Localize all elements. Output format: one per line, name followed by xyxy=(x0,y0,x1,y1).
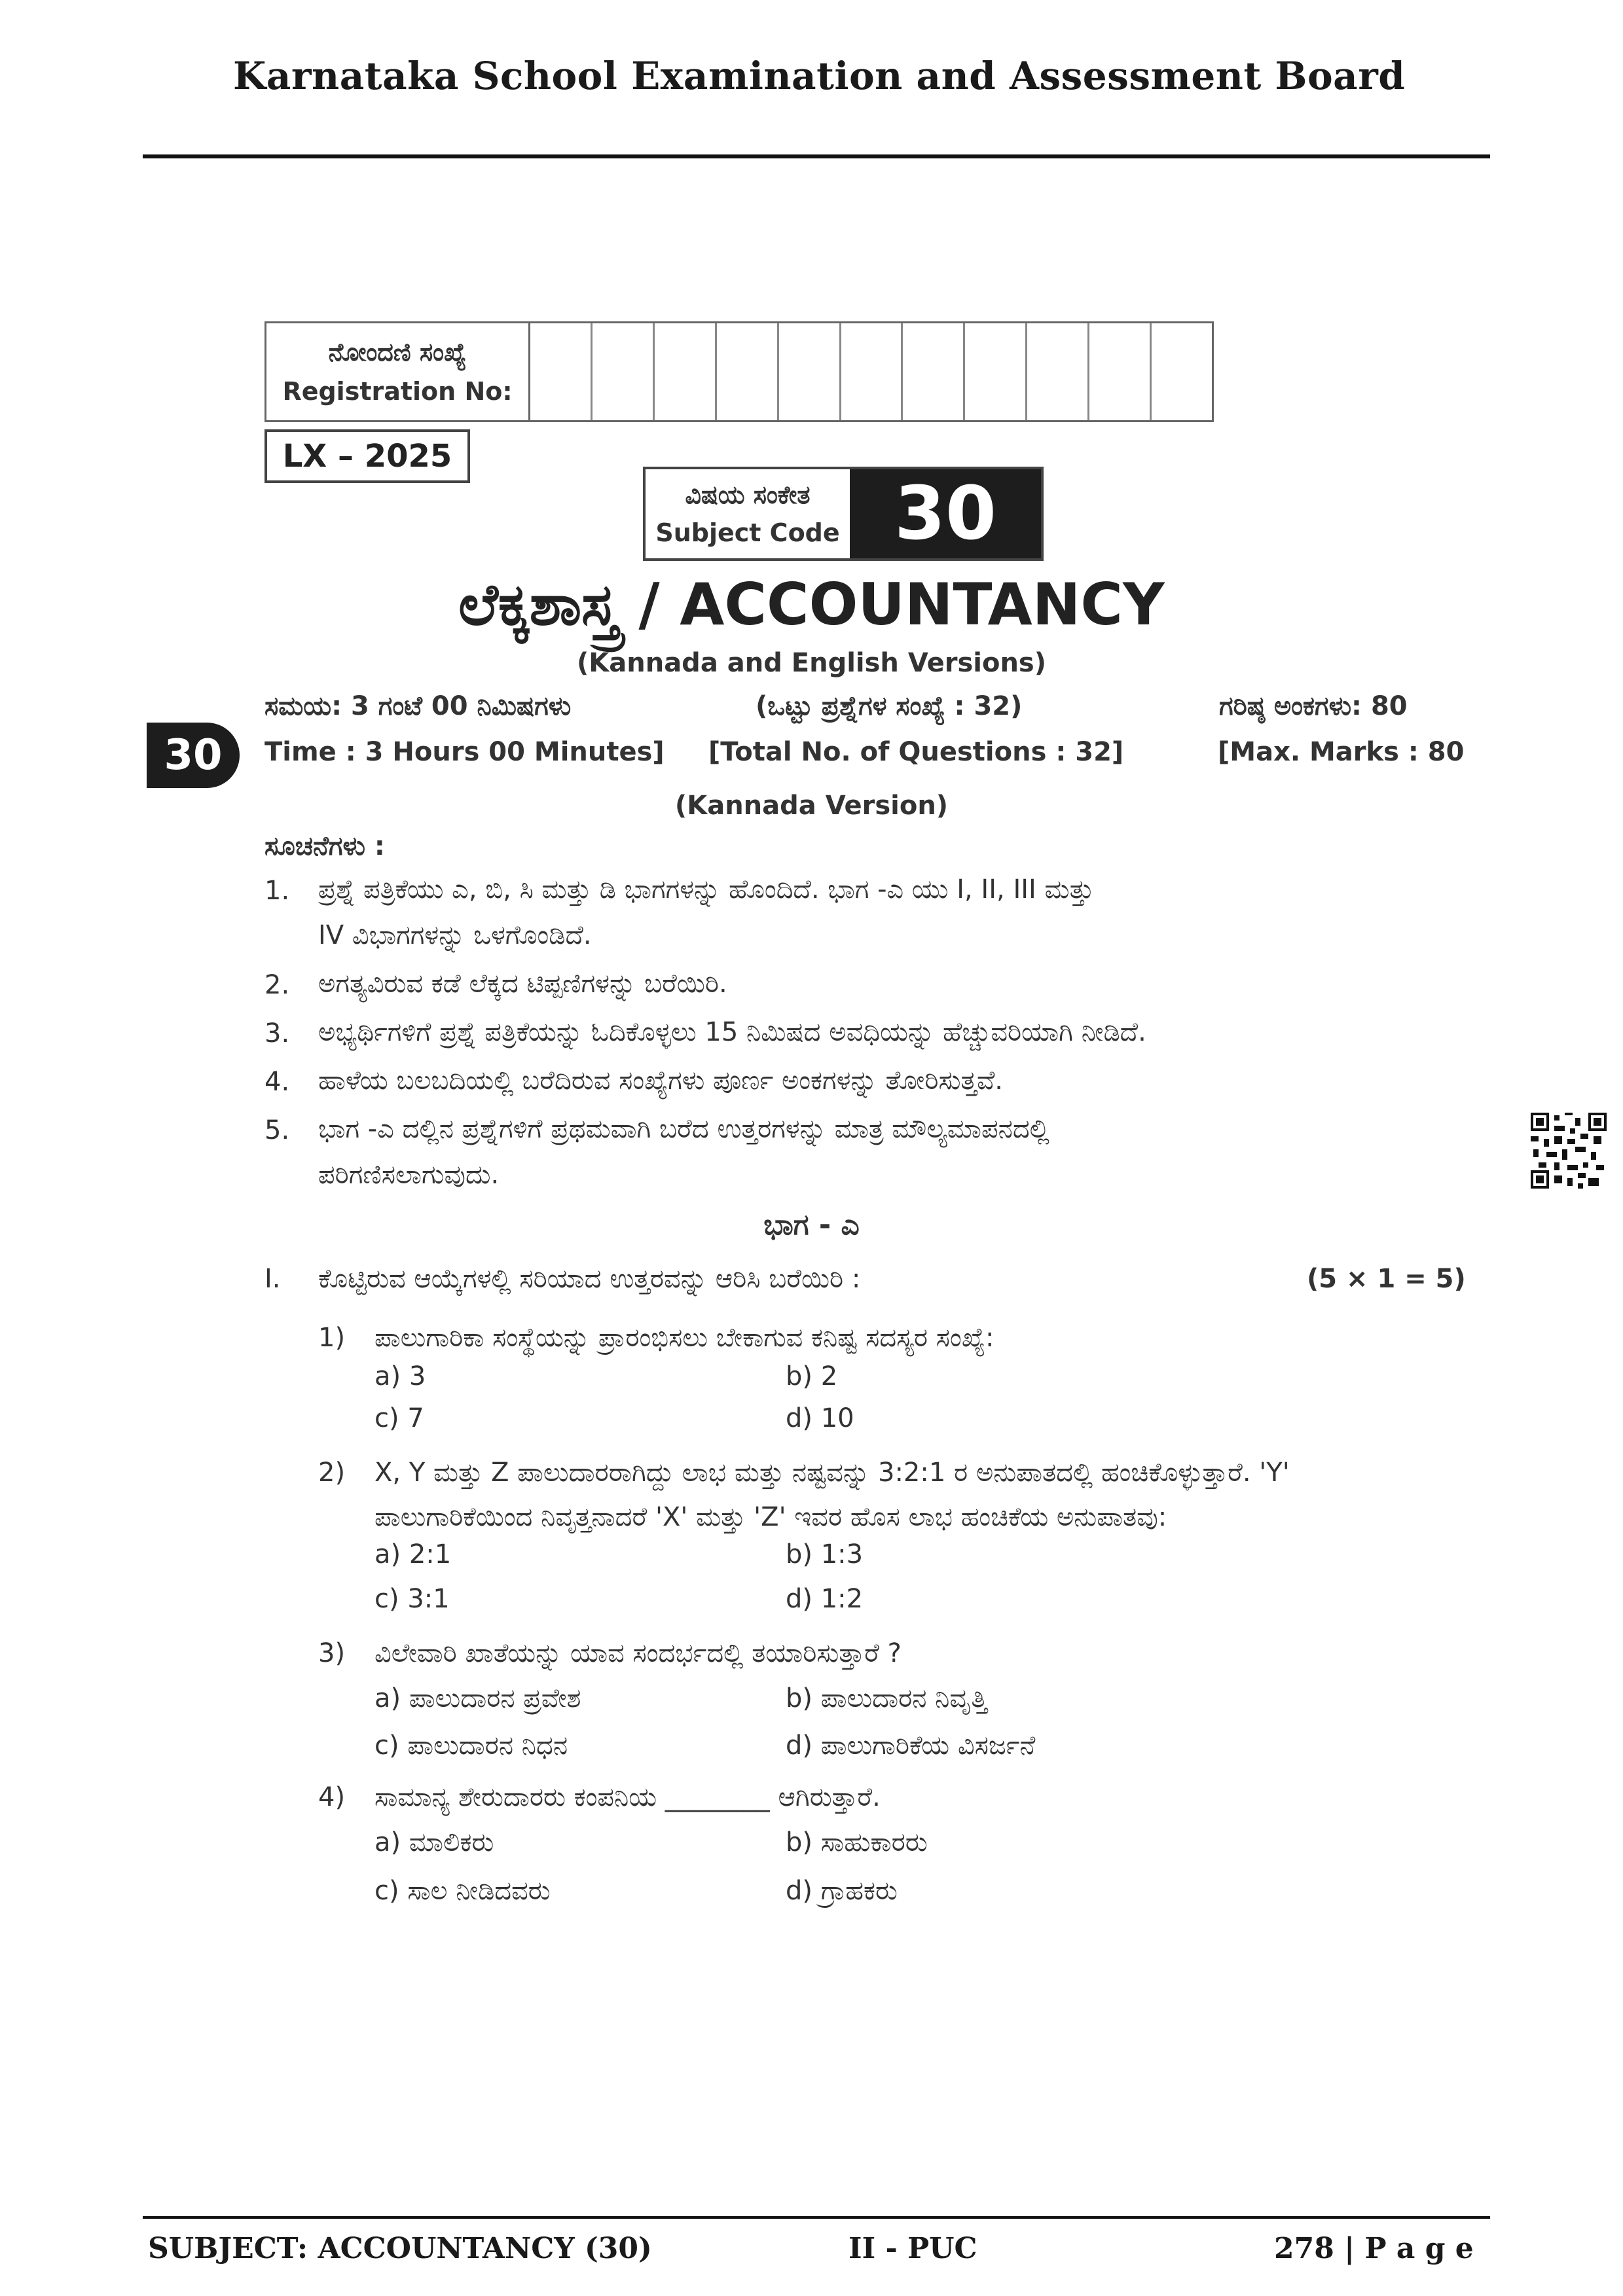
qr-code-icon xyxy=(1531,1113,1607,1189)
option-d: d) 1:2 xyxy=(786,1584,864,1614)
subject-code-box xyxy=(643,467,1044,561)
registration-cell xyxy=(965,323,1027,420)
instruction-item xyxy=(318,1106,1444,1198)
version-label: (Kannada Version) xyxy=(674,791,949,821)
question-number: 3) xyxy=(318,1638,346,1668)
instruction-line: ಪರಿಗಣಿಸಲಾಗುವುದು. xyxy=(318,1160,500,1190)
subject-code-number: 30 xyxy=(850,469,1041,558)
registration-box xyxy=(264,321,1214,422)
versions-note: (Kannada and English Versions) xyxy=(576,648,1047,678)
option-d: d) ಗ್ರಾಹಕರು xyxy=(786,1876,898,1906)
option-a: a) 2:1 xyxy=(374,1539,452,1570)
registration-cell xyxy=(593,323,655,420)
part-number: I. xyxy=(264,1264,281,1294)
instruction-number: 1. xyxy=(264,876,290,906)
subject-title: ಲೆಕ್ಕಶಾಸ್ತ್ರ / ACCOUNTANCY xyxy=(458,571,1165,638)
option-a: a) ಪಾಲುದಾರನ ಪ್ರವೇಶ xyxy=(374,1683,581,1713)
option-b: b) 1:3 xyxy=(786,1539,864,1570)
instruction-line: ಭಾಗ -ಎ ದಲ್ಲಿನ ಪ್ರಶ್ನೆಗಳಿಗೆ ಪ್ರಥಮವಾಗಿ ಬರೆದ ಉತ್ತರಗಳನ್ನು ಮಾತ್ರ ಮೌಲ್ಯಮಾಪನದಲ್ಲಿ xyxy=(318,1114,1049,1144)
max-marks-kn: ಗರಿಷ್ಠ ಅಂಕಗಳು: 80 xyxy=(1219,691,1408,721)
registration-cell xyxy=(655,323,717,420)
registration-cell xyxy=(903,323,965,420)
instructions-heading: ಸೂಚನೆಗಳು : xyxy=(264,831,385,861)
footer-subject: SUBJECT: ACCOUNTANCY (30) xyxy=(148,2232,652,2265)
question-text: ಪಾಲುಗಾರಿಕಾ ಸಂಸ್ಥೆಯನ್ನು ಪ್ರಾರಂಭಿಸಲು ಬೇಕಾಗುವ ಕನಿಷ್ಟ ಸದಸ್ಯರ ಸಂಖ್ಯೆ: xyxy=(374,1323,994,1353)
question-text xyxy=(374,1450,1435,1539)
instruction-number: 3. xyxy=(264,1018,290,1049)
questions-count-kn: (ಒಟ್ಟು ಪ್ರಶ್ನೆಗಳ ಸಂಖ್ಯೆ : 32) xyxy=(756,691,1023,721)
registration-cell xyxy=(717,323,779,420)
registration-label xyxy=(266,323,530,420)
board-title: Karnataka School Examination and Assessment Board xyxy=(233,54,1406,98)
subject-side-tab: 30 xyxy=(147,723,240,788)
question-number: 4) xyxy=(318,1782,346,1812)
instruction-item: ಅಭ್ಯರ್ಥಿಗಳಿಗೆ ಪ್ರಶ್ನೆ ಪತ್ರಿಕೆಯನ್ನು ಓದಿಕೊಳ್ಳಲು 15 ನಿಮಿಷದ ಅವಧಿಯನ್ನು ಹೆಚ್ಚುವರಿಯಾಗಿ ನೀಡಿದೆ. xyxy=(318,1017,1146,1047)
registration-label-kn: ನೋಂದಣಿ ಸಂಖ್ಯೆ xyxy=(328,338,467,367)
registration-cell xyxy=(841,323,903,420)
paper-code: LX – 2025 xyxy=(264,429,470,483)
question-text: ವಿಲೇವಾರಿ ಖಾತೆಯನ್ನು ಯಾವ ಸಂದರ್ಭದಲ್ಲಿ ತಯಾರಿಸುತ್ತಾರೆ ? xyxy=(374,1638,902,1668)
option-b: b) 2 xyxy=(786,1361,838,1391)
subject-code-label-kn: ವಿಷಯ ಸಂಕೇತ xyxy=(685,480,811,509)
option-c: c) ಸಾಲ ನೀಡಿದವರು xyxy=(374,1876,551,1906)
option-a: a) ಮಾಲಿಕರು xyxy=(374,1827,494,1857)
registration-cell xyxy=(1089,323,1152,420)
question-line: ಪಾಲುಗಾರಿಕೆಯಿಂದ ನಿವೃತ್ತನಾದರೆ 'X' ಮತ್ತು 'Z' ಇವರ ಹೊಸ ಲಾಭ ಹಂಚಿಕೆಯ ಅನುಪಾತವು: xyxy=(374,1502,1167,1532)
instruction-number: 4. xyxy=(264,1067,290,1097)
instruction-number: 2. xyxy=(264,970,290,1000)
question-number: 2) xyxy=(318,1458,346,1488)
question-line: X, Y ಮತ್ತು Z ಪಾಲುದಾರರಾಗಿದ್ದು ಲಾಭ ಮತ್ತು ನಷ್ಟವನ್ನು 3:2:1 ರ ಅನುಪಾತದಲ್ಲಿ ಹಂಚಿಕೊಳ್ಳುತ್ತಾರೆ. 'Y' xyxy=(374,1458,1290,1488)
instruction-line: ಪ್ರಶ್ನೆ ಪತ್ರಿಕೆಯು ಎ, ಬಿ, ಸಿ ಮತ್ತು ಡಿ ಭಾಗಗಳನ್ನು ಹೊಂದಿದೆ. ಭಾಗ -ಎ ಯು I, II, III ಮತ್ತು xyxy=(318,874,1094,905)
questions-count-en: [Total No. of Questions : 32] xyxy=(708,737,1124,767)
subject-code-label xyxy=(646,469,850,558)
footer-divider xyxy=(143,2216,1490,2219)
option-c: c) ಪಾಲುದಾರನ ನಿಧನ xyxy=(374,1731,568,1761)
part-marks: (5 × 1 = 5) xyxy=(1307,1264,1466,1294)
registration-cell xyxy=(1027,323,1089,420)
option-a: a) 3 xyxy=(374,1361,426,1391)
footer-class: II - PUC xyxy=(848,2232,977,2265)
question-number: 1) xyxy=(318,1323,346,1353)
instruction-item: ಹಾಳೆಯ ಬಲಬದಿಯಲ್ಲಿ ಬರೆದಿರುವ ಸಂಖ್ಯೆಗಳು ಪೂರ್ಣ ಅಂಕಗಳನ್ನು ತೋರಿಸುತ್ತವೆ. xyxy=(318,1066,1004,1096)
instruction-line: IV ವಿಭಾಗಗಳನ್ನು ಒಳಗೊಂಡಿದೆ. xyxy=(318,920,592,950)
instruction-item xyxy=(318,867,1444,958)
instruction-number: 5. xyxy=(264,1115,290,1145)
registration-label-en: Registration No: xyxy=(282,377,513,406)
max-marks-en: [Max. Marks : 80 xyxy=(1218,737,1465,767)
registration-cell xyxy=(530,323,593,420)
part-instruction: ಕೊಟ್ಟಿರುವ ಆಯ್ಕೆಗಳಲ್ಲಿ ಸರಿಯಾದ ಉತ್ತರವನ್ನು ಆರಿಸಿ ಬರೆಯಿರಿ : xyxy=(318,1264,861,1294)
registration-cell xyxy=(779,323,841,420)
question-text: ಸಾಮಾನ್ಯ ಶೇರುದಾರರು ಕಂಪನಿಯ ________ ಆಗಿರುತ್ತಾರೆ. xyxy=(374,1782,881,1812)
instruction-item: ಅಗತ್ಯವಿರುವ ಕಡೆ ಲೆಕ್ಕದ ಟಿಪ್ಪಣಿಗಳನ್ನು ಬರೆಯಿರಿ. xyxy=(318,969,727,999)
section-heading: ಭಾಗ - ಎ xyxy=(763,1208,860,1242)
footer-page-number: 278 | P a g e xyxy=(1274,2232,1474,2265)
option-c: c) 3:1 xyxy=(374,1584,450,1614)
time-en: Time : 3 Hours 00 Minutes] xyxy=(264,737,665,767)
subject-code-label-en: Subject Code xyxy=(655,518,840,547)
time-kn: ಸಮಯ: 3 ಗಂಟೆ 00 ನಿಮಿಷಗಳು xyxy=(264,691,572,721)
option-d: d) ಪಾಲುಗಾರಿಕೆಯ ವಿಸರ್ಜನೆ xyxy=(786,1731,1036,1761)
option-c: c) 7 xyxy=(374,1403,424,1433)
option-d: d) 10 xyxy=(786,1403,854,1433)
option-b: b) ಪಾಲುದಾರನ ನಿವೃತ್ತಿ xyxy=(786,1683,987,1713)
option-b: b) ಸಾಹುಕಾರರು xyxy=(786,1827,928,1857)
registration-cell xyxy=(1152,323,1212,420)
header-divider xyxy=(143,154,1490,158)
registration-cells xyxy=(530,323,1212,420)
